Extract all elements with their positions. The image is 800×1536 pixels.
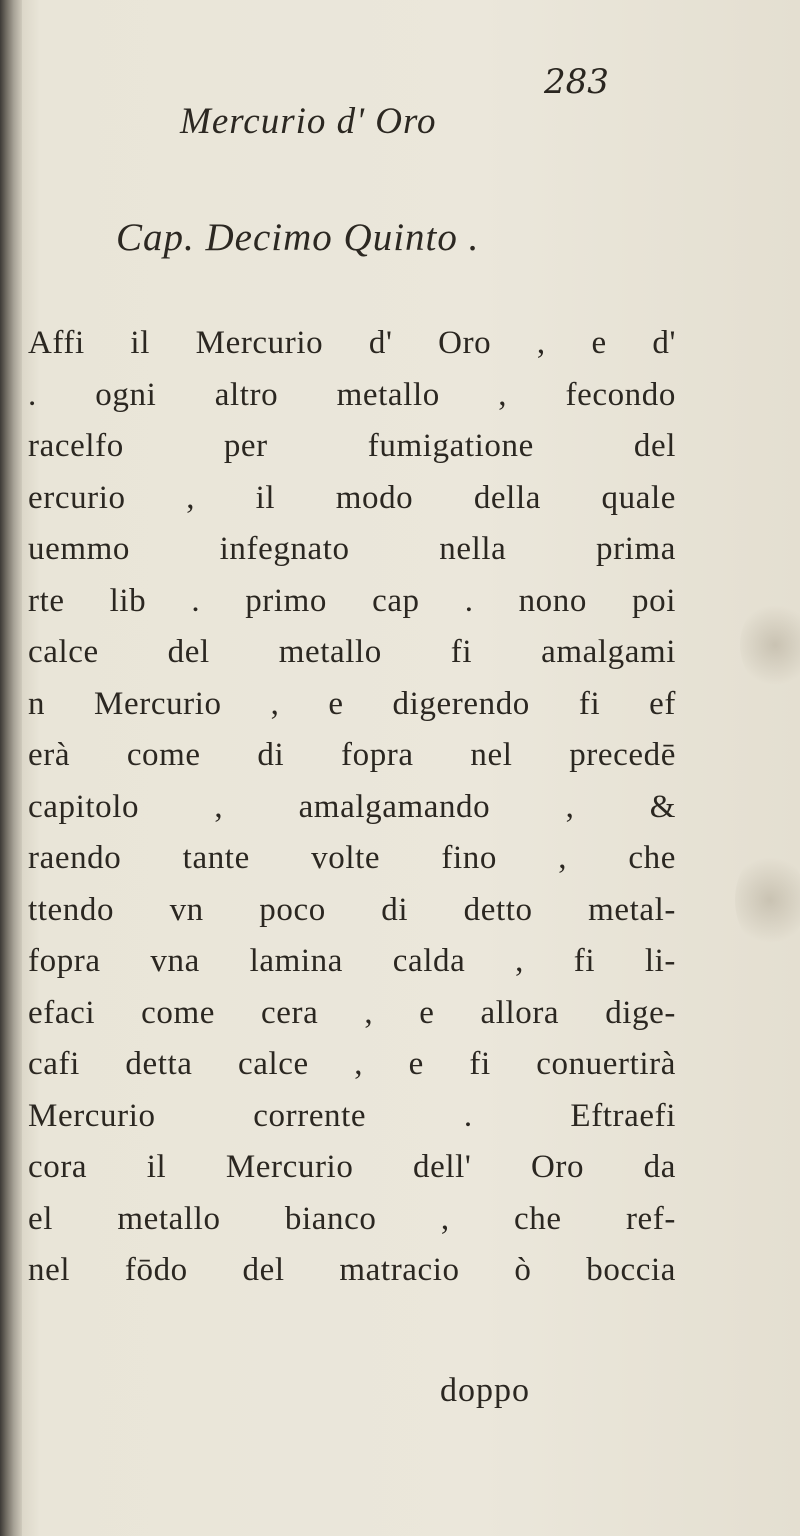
text-line: ttendo vn poco di detto metal- xyxy=(28,891,676,928)
paper-stain xyxy=(740,600,800,690)
text-line: nel fōdo del matracio ò boccia xyxy=(28,1252,676,1288)
page-number: 283 xyxy=(544,62,609,102)
paper-stain xyxy=(735,850,800,950)
text-line: raendo tante volte fino , che xyxy=(28,840,676,876)
text-line: cora il Mercurio dell' Oro da xyxy=(28,1149,676,1185)
text-line: ercurio , il modo della quale xyxy=(28,479,676,516)
text-line: efaci come cera , e allora dige- xyxy=(28,994,676,1031)
text-line: erà come di fopra nel precedē xyxy=(28,737,676,773)
text-line: capitolo , amalgamando , & xyxy=(28,788,676,825)
chapter-heading: Cap. Decimo Quinto . xyxy=(116,216,480,259)
text-line: el metallo bianco , che ref- xyxy=(28,1200,676,1237)
text-line: cafi detta calce , e fi conuertirà xyxy=(28,1046,676,1082)
text-line: calce del metallo fi amalgami xyxy=(28,634,676,670)
text-line: n Mercurio , e digerendo fi ef xyxy=(28,685,676,722)
text-line: fopra vna lamina calda , fi li- xyxy=(28,943,676,979)
text-line: racelfo per fumigatione del xyxy=(28,428,676,464)
catchword: doppo xyxy=(440,1372,530,1409)
text-line: rte lib . primo cap . nono poi xyxy=(28,582,676,619)
book-gutter xyxy=(0,0,22,1536)
text-line: Affi il Mercurio d' Oro , e d' xyxy=(28,325,676,361)
body-text xyxy=(28,318,676,1297)
text-line: . ogni altro metallo , fecondo xyxy=(28,376,676,413)
text-line: Mercurio corrente . Eftraefi xyxy=(28,1097,676,1134)
text-line: uemmo infegnato nella prima xyxy=(28,531,676,567)
running-head: Mercurio d' Oro xyxy=(180,101,437,142)
